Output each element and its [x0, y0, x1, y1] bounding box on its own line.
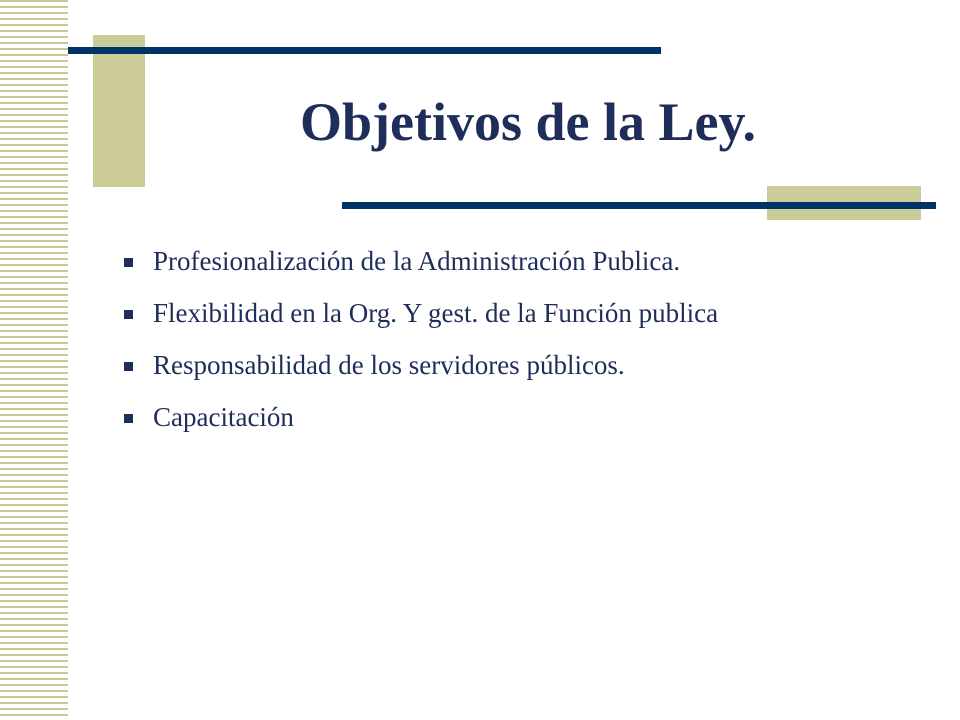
- slide-title: Objetivos de la Ley.: [300, 92, 756, 152]
- bullet-text: Flexibilidad en la Org. Y gest. de la Función publica: [153, 298, 719, 328]
- bullet-item: [118, 296, 913, 330]
- bullet-item: [118, 348, 913, 382]
- decorative-stripe-band: [0, 0, 68, 720]
- title-rule-top: [68, 47, 661, 54]
- square-bullet-icon: [124, 258, 133, 267]
- bullet-item: [118, 400, 913, 434]
- bullet-text: Profesionalización de la Administración Publica.: [153, 246, 681, 276]
- bullet-item: [118, 244, 913, 278]
- square-bullet-icon: [124, 414, 133, 423]
- bullet-list: [118, 244, 913, 452]
- square-bullet-icon: [124, 310, 133, 319]
- title-rule-bottom: [342, 202, 936, 209]
- bullet-text: Capacitación: [153, 402, 294, 432]
- square-bullet-icon: [124, 362, 133, 371]
- bullet-text: Responsabilidad de los servidores públicos.: [153, 350, 625, 380]
